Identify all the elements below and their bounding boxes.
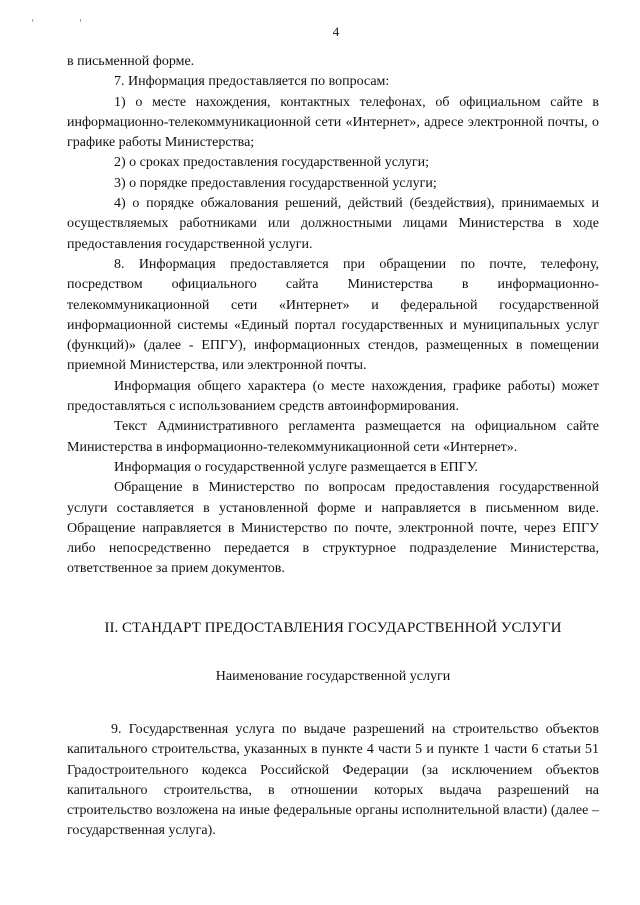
paragraph-continuation: в письменной форме. <box>67 54 195 69</box>
paragraph-item-7-4: 4) о порядке обжалования решений, действий (бездействия), принимаемых и осуществляемых работниками или должностными лицами Министерства в ходе предоставления государственной услуги. <box>67 196 599 252</box>
paragraph-item-7-2: 2) о сроках предоставления государственной услуги; <box>114 155 430 171</box>
paragraph-regulation-text: Текст Административного регламента размещается на официальном сайте Министерства в информационно-телекоммуникационной сети «Интернет». <box>67 419 599 455</box>
section-subheading: Наименование государственной услуги <box>215 669 451 684</box>
page-number: 4 <box>332 24 340 39</box>
paragraph-item-9: 9. Государственная услуга по выдаче разрешений на строительство объектов капитального строительства, указанных в пункте 4 части 5 и пункте 1 части 6 статьи 51 Градостроительного кодекса Российской Федерации (за исключением объектов капитального строительства, в отношении которых выдача разрешений на строительство возложена на иные федеральные органы исполнительной власти) (далее – государственная услуга). <box>67 722 599 839</box>
body-text-section-ii <box>67 720 599 842</box>
paragraph-item-7-1: 1) о месте нахождения, контактных телефонах, об официальном сайте в информационно-телекоммуникационной сети «Интернет», адресе электронной почты, о графике работы Министерства; <box>67 94 599 151</box>
paragraph-appeal: Обращение в Министерство по вопросам предоставления государственной услуги составляется в установленной форме и направляется в письменном виде. Обращение направляется в Министерство по почте, электронной почте, через ЕПГУ либо непосредственно передается в структурное подразделение Министерства, ответственное за прием документов. <box>67 480 599 577</box>
body-text-section-i <box>67 52 599 580</box>
paragraph-item-8: 8. Информация предоставляется при обращении по почте, телефону, посредством официального сайта Министерства в информационно-телекоммуникационной сети «Интернет» и федеральной государственной информационной системы «Единый портал государственных и муниципальных услуг (функций)» (далее - ЕПГУ), информационных стендов, размещенных в помещении приемной Министерства, или электронной почты. <box>67 256 599 374</box>
corner-marks: ' ' <box>32 18 104 28</box>
paragraph-item-7-3: 3) о порядке предоставления государственной услуги; <box>114 175 437 191</box>
section-heading: II. СТАНДАРТ ПРЕДОСТАВЛЕНИЯ ГОСУДАРСТВЕННОЙ УСЛУГИ <box>104 620 562 636</box>
paragraph-item-7: 7. Информация предоставляется по вопросам: <box>114 74 390 90</box>
paragraph-epgu-info: Информация о государственной услуге размещается в ЕПГУ. <box>114 459 478 475</box>
paragraph-general-info: Информация общего характера (о месте нахождения, графике работы) может предоставляться с использованием средств автоинформирования. <box>67 378 599 415</box>
